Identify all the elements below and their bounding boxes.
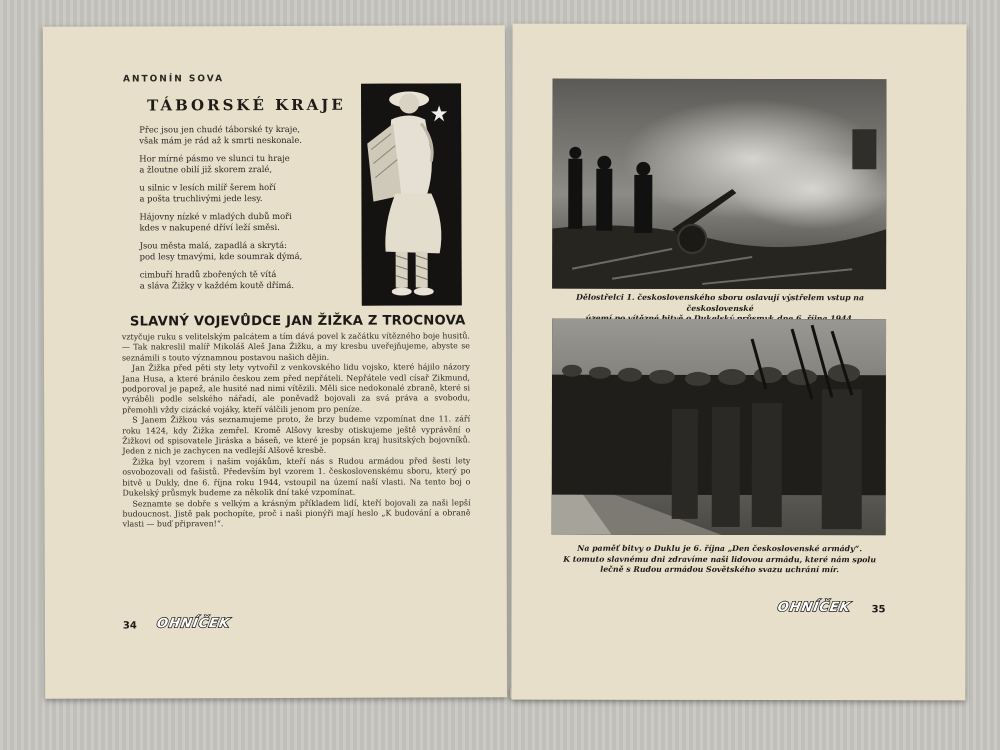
poem-line: u silnic v lesích milíř šerem hoří <box>139 181 276 193</box>
poem-line: Přec jsou jen chudé táborské ty kraje, <box>139 123 301 135</box>
article-paragraph: Žižka byl vzorem i našim vojákům, kteří nás s Rudou armádou před šesti lety osvobozovali od fašistů. Především byl vzorem 1. československému sboru, který po bitvě u Dukly, dne 6. října roku 1944, vstoupil na území naší vlasti. Na tento boj o Dukelský průsmyk budeme za několik dní také vzpomínat. <box>122 456 471 498</box>
article-paragraph: Jan Žižka před pěti sty lety vytvořil z venkovského lidu vojsko, které hájilo názory Jana Husa, a které bránilo českou zem před nepřáteli. Nepřátele vedl císař Zikmund, podporoval je papež, ale husité nad nimi vítězili. Měli sice nedokonalé zbraně, které si vyráběli podle selského nářadí, ale poněvadž bojovali za svá práva a svobodu, přemohli vždy cizácké vojáky, kteří válčili jenom pro peníze. <box>122 362 471 415</box>
poem-line: Hájovny nízké v mladých dubů moři <box>139 210 292 222</box>
poem-line: a sláva Žižky v každém koutě dřímá. <box>139 279 295 291</box>
poem-line: kdes v nakupené dříví leží směsi. <box>139 221 280 233</box>
poem-line: Jsou města malá, zapadlá a skrytá: <box>139 239 287 251</box>
poem-stanza <box>139 124 349 147</box>
poem-line: a pošta truchlivými jede lesy. <box>139 193 263 204</box>
artillery-photo-caption: Dělostřelci 1. československého sboru oslavují výstřelem vstup na československé <box>576 292 865 313</box>
poem-line: Hor mírné pásmo ve slunci tu hraje <box>139 152 290 164</box>
poem-stanza <box>140 269 350 292</box>
article-paragraph: vztyčuje ruku s velitelským palcátem a tím dává povel k začátku vítězného boje husitů. — Tak nakreslil malíř Mikoláš Aleš Jana Žižku, a my kresbu uveřejňujeme, abyste se seznámili s touto významnou postavou našich dějin. <box>121 331 470 363</box>
poem-line: však mám je rád až k smrti neskonale. <box>139 134 302 146</box>
soldiers-photo-caption: Na paměť bitvy o Duklu je 6. října „Den československé armády“. K tomuto slavnému dni zdravíme naši lidovou armádu, které nám spolu lečně s Rudou armádou Sovětského svazu uchrání mír. <box>563 543 877 575</box>
poem-line: pod lesy tmavými, kde soumrak dýmá, <box>139 250 303 262</box>
poem-line: cimbuří hradů zbořených tě vítá <box>139 268 277 280</box>
poem-title: TÁBORSKÉ KRAJE <box>147 95 346 115</box>
ohnicek-logo-right: OHNÍČEK <box>776 600 853 616</box>
hussite-warrior-illustration <box>361 83 462 305</box>
poem-stanza <box>139 153 349 176</box>
article-headline: SLAVNÝ VOJEVŮDCE JAN ŽIŽKA Z TROCNOVA <box>129 313 466 330</box>
poem-stanza <box>139 211 349 234</box>
article-paragraph: S Janem Žižkou vás seznamujeme proto, že brzy budeme vzpomínat dne 11. září roku 1424, kdy Žižka zemřel. Kromě Alšovy kresby otiskujeme ještě vyprávění o Žižkovi od spisovatele Jiráska a báseň, ve které je popsán kraj husitských bojovníků. Jeden z nich je zachycen na vedlejší Alšově kresbě. <box>122 414 471 457</box>
poem-text <box>139 124 350 299</box>
page-number-right: 35 <box>871 604 886 616</box>
poem-stanza <box>140 240 350 263</box>
page-number-left: 34 <box>122 620 137 632</box>
poem-stanza <box>139 182 349 205</box>
soldiers-march-photo <box>552 319 886 536</box>
right-page <box>511 24 966 701</box>
poem-author: ANTONÍN SOVA <box>122 74 225 85</box>
article-body <box>122 331 471 530</box>
article-paragraph: Seznamte se dobře s velkým a krásným příkladem lidí, kteří bojovali za naši lepší budoucnost. Jistě pak pochopíte, proč i naši pionýři mají heslo „K budování a obraně vlasti — buď připraven!“. <box>122 497 471 529</box>
artillery-photo <box>552 79 886 290</box>
left-page <box>43 25 507 699</box>
poem-line: a žloutne obilí již skorem zralé, <box>139 164 273 175</box>
ohnicek-logo-left: OHNÍČEK <box>155 616 232 632</box>
